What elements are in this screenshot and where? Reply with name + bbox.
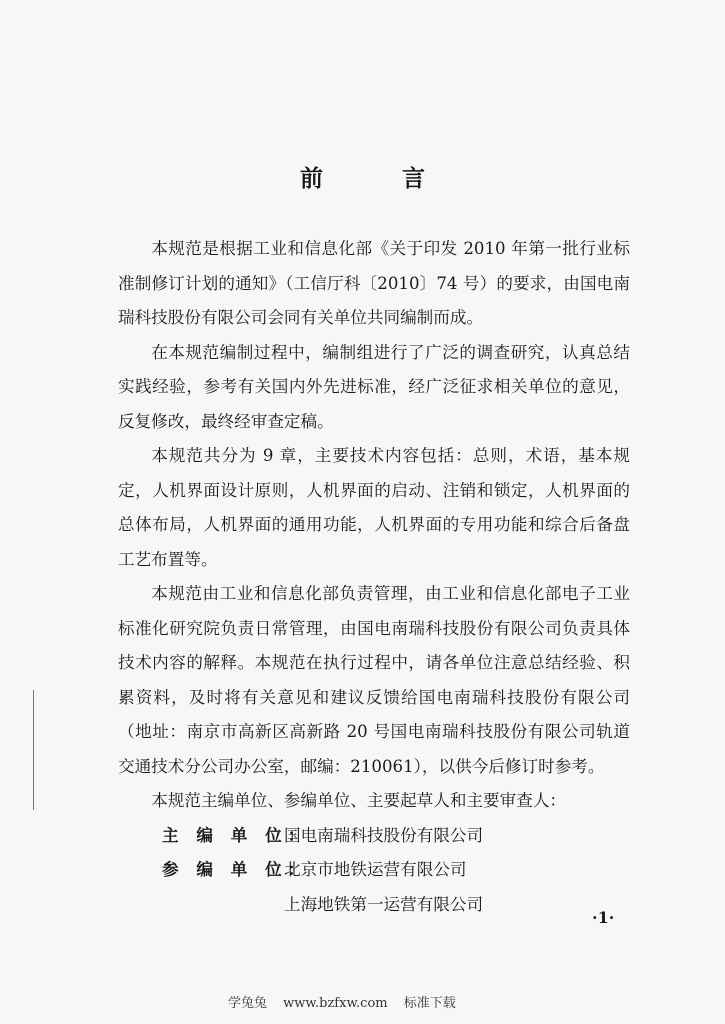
chief-editor-unit-value: 国电南瑞科技股份有限公司 — [284, 825, 484, 845]
scan-margin-line — [33, 690, 34, 810]
footer-watermark — [228, 992, 468, 1011]
footer-url[interactable]: www.bzfxw.com — [283, 996, 388, 1011]
paragraph: 本规范主编单位、参编单位、主要起草人和主要审查人： — [151, 791, 567, 810]
paragraph: 在本规范编制过程中，编制组进行了广泛的调查研究，认真总结实践经验，参考有关国内外先进标准，经广泛征求相关单位的意见，反复修改，最终经审查定稿。 — [118, 342, 630, 431]
participating-unit-label: 参 编 单 位： — [162, 860, 311, 879]
chief-editor-unit-row — [118, 819, 630, 854]
page-title: 前 言 — [300, 166, 453, 192]
chief-editor-unit-label: 主 编 单 位： — [162, 825, 311, 845]
footer-tagline: 标准下载 — [403, 996, 456, 1011]
paragraph: 本规范共分为 9 章，主要技术内容包括：总则，术语，基本规定，人机界面设计原则，人机界面的启动、注销和锁定，人机界面的总体布局，人机界面的通用功能，人机界面的专用功能和综合后备盘工艺布置等。 — [118, 446, 630, 569]
paragraph: 本规范是根据工业和信息化部《关于印发 2010 年第一批行业标准制修订计划的通知》（工信厅科〔2010〕74 号）的要求，由国电南瑞科技股份有限公司会同有关单位共同编制而成。 — [118, 239, 630, 327]
body-text — [118, 232, 630, 922]
page-number: ·1· — [592, 908, 615, 927]
participating-unit-value: 北京市地铁运营有限公司 — [284, 860, 467, 879]
footer-site-name: 学兔兔 — [228, 996, 268, 1011]
chief-editor-unit-values — [284, 819, 483, 854]
participating-unit-value: 上海地铁第一运营有限公司 — [284, 894, 484, 914]
paragraph: 本规范由工业和信息化部负责管理，由工业和信息化部电子工业标准化研究院负责日常管理，由国电南瑞科技股份有限公司负责具体技术内容的解释。本规范在执行过程中，请各单位注意总结经验、积累资料，及时将有关意见和建议反馈给国电南瑞科技股份有限公司（地址：南京市高新区高新路 20 号国电南瑞科技股份有限公司轨道交通技术分公司办公室，邮编：210061），以供今后修订时参考。 — [118, 584, 630, 776]
participating-unit-row — [118, 853, 630, 922]
participating-unit-values — [284, 853, 483, 922]
